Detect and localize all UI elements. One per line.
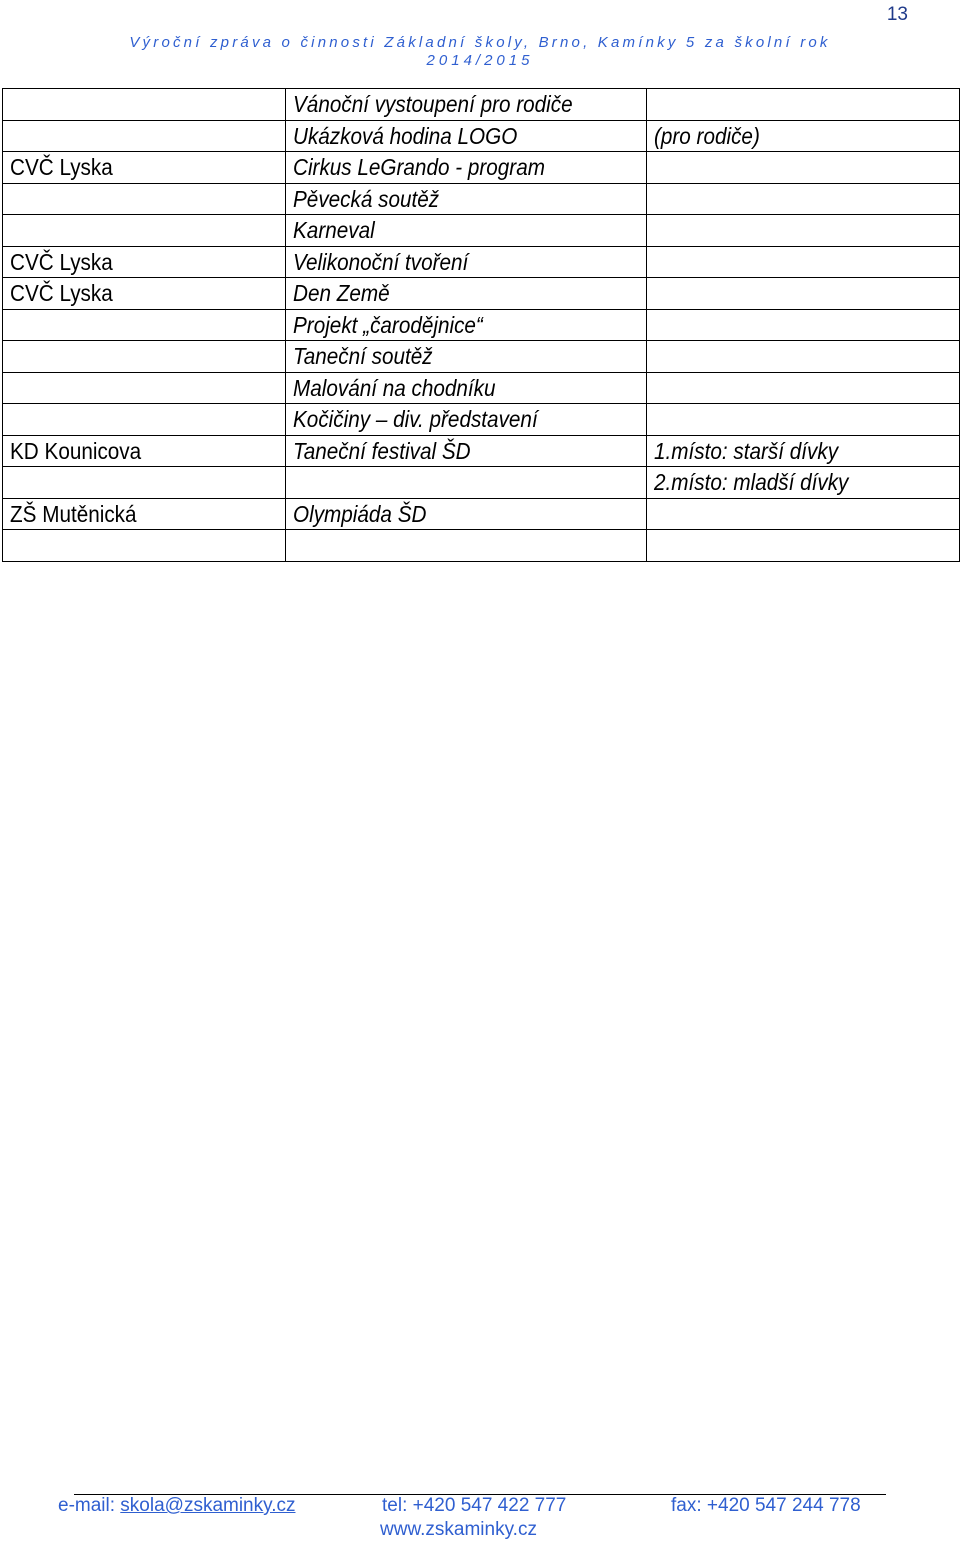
footer-email-link[interactable]: skola@zskaminky.cz (120, 1495, 296, 1516)
place-cell-text: CVČ Lyska (10, 154, 113, 181)
place-cell (3, 435, 286, 467)
table-row (3, 120, 960, 152)
table-row (3, 183, 960, 215)
place-cell-text: CVČ Lyska (10, 280, 113, 307)
report-header-year: 2014/2015 (426, 52, 534, 69)
event-cell-text: Malování na chodníku (293, 374, 496, 401)
table-row (3, 530, 960, 562)
table-row (3, 278, 960, 310)
event-cell-text: Karneval (293, 217, 375, 244)
place-cell (3, 89, 286, 121)
event-cell (286, 467, 647, 499)
note-cell (647, 372, 960, 404)
event-cell (286, 246, 647, 278)
table-row (3, 498, 960, 530)
note-cell (647, 120, 960, 152)
note-cell (647, 530, 960, 562)
note-cell (647, 89, 960, 121)
place-cell (3, 246, 286, 278)
event-cell-text: Taneční festival ŠD (293, 437, 471, 464)
report-header-title: Výroční zpráva o činnosti Základní školy, Brno, Kamínky 5 za školní rok (129, 34, 831, 51)
table-row (3, 435, 960, 467)
event-cell-text: Vánoční vystoupení pro rodiče (293, 91, 573, 118)
place-cell-text: CVČ Lyska (10, 248, 113, 275)
event-cell-text: Projekt „čarodějnice“ (293, 311, 483, 338)
table-row (3, 89, 960, 121)
table-row (3, 372, 960, 404)
event-cell (286, 89, 647, 121)
event-cell (286, 372, 647, 404)
events-table (2, 88, 960, 562)
event-cell (286, 120, 647, 152)
event-cell-text: Olympiáda ŠD (293, 500, 427, 527)
table-row (3, 215, 960, 247)
note-cell (647, 467, 960, 499)
place-cell (3, 183, 286, 215)
events-table-body (3, 89, 960, 562)
place-cell (3, 498, 286, 530)
note-cell (647, 404, 960, 436)
footer-phone: tel: +420 547 422 777 (382, 1495, 567, 1516)
event-cell (286, 309, 647, 341)
footer-website: www.zskaminky.cz (380, 1519, 537, 1540)
note-cell (647, 498, 960, 530)
note-cell (647, 215, 960, 247)
place-cell (3, 309, 286, 341)
table-row (3, 341, 960, 373)
footer-email-label: e-mail: (58, 1495, 121, 1516)
event-cell-text: Cirkus LeGrando - program (293, 154, 545, 181)
place-cell-text: ZŠ Mutěnická (10, 500, 137, 527)
place-cell (3, 215, 286, 247)
event-cell (286, 530, 647, 562)
place-cell (3, 152, 286, 184)
place-cell (3, 467, 286, 499)
table-row (3, 309, 960, 341)
event-cell (286, 404, 647, 436)
note-cell (647, 341, 960, 373)
event-cell-text: Velikonoční tvoření (293, 248, 469, 275)
event-cell-text: Pěvecká soutěž (293, 185, 440, 212)
event-cell (286, 341, 647, 373)
place-cell (3, 404, 286, 436)
event-cell (286, 183, 647, 215)
note-cell (647, 435, 960, 467)
place-cell (3, 278, 286, 310)
event-cell-text: Den Země (293, 280, 390, 307)
note-cell (647, 309, 960, 341)
place-cell-text: KD Kounicova (10, 437, 142, 464)
event-cell-text: Taneční soutěž (293, 343, 433, 370)
note-cell (647, 152, 960, 184)
event-cell-text: Kočičiny – div. představení (293, 406, 538, 433)
note-cell (647, 278, 960, 310)
note-cell-text: 1.místo: starší dívky (654, 437, 839, 464)
table-row (3, 246, 960, 278)
footer-email (58, 1495, 296, 1517)
table-row (3, 467, 960, 499)
page-number: 13 (886, 4, 908, 25)
note-cell-text: (pro rodiče) (654, 122, 760, 149)
event-cell (286, 278, 647, 310)
place-cell (3, 530, 286, 562)
note-cell-text: 2.místo: mladší dívky (654, 469, 849, 496)
event-cell (286, 215, 647, 247)
note-cell (647, 183, 960, 215)
event-cell (286, 498, 647, 530)
table-row (3, 404, 960, 436)
place-cell (3, 341, 286, 373)
note-cell (647, 246, 960, 278)
place-cell (3, 372, 286, 404)
table-row (3, 152, 960, 184)
event-cell (286, 152, 647, 184)
event-cell (286, 435, 647, 467)
footer-fax: fax: +420 547 244 778 (671, 1495, 861, 1516)
event-cell-text: Ukázková hodina LOGO (293, 122, 518, 149)
place-cell (3, 120, 286, 152)
